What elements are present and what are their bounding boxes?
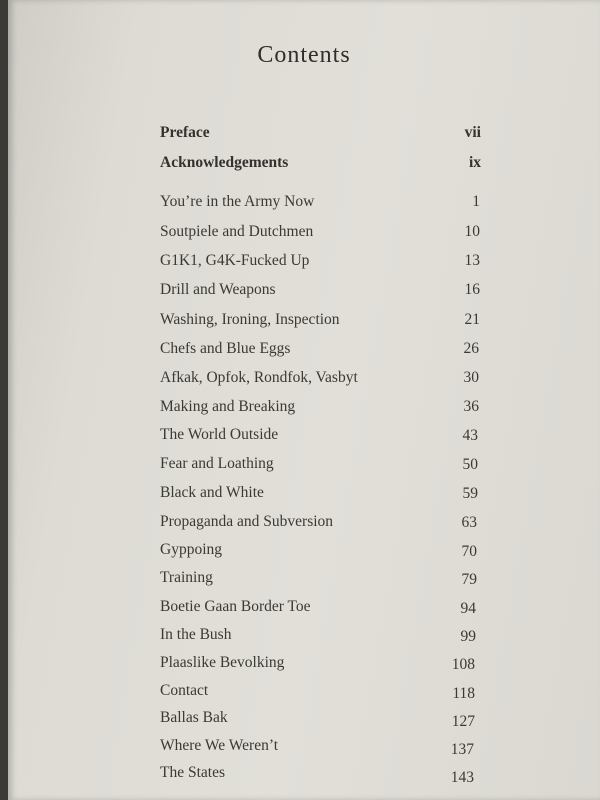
toc-entry: Plaaslike Bevolking <box>160 654 285 671</box>
toc-page-number: 59 <box>462 485 478 502</box>
toc-entry: The World Outside <box>160 426 279 443</box>
toc-entry: Black and White <box>160 484 264 501</box>
toc-page-preface: vii <box>464 124 481 141</box>
toc-page-number: 118 <box>452 685 475 702</box>
page-title: Contents <box>257 42 351 68</box>
toc-page-number: 70 <box>461 543 477 560</box>
toc-page-number: 43 <box>462 427 478 444</box>
toc-entry-preface: Preface <box>160 124 210 141</box>
toc-page-number: 79 <box>461 571 477 588</box>
toc-entry: Making and Breaking <box>160 398 296 415</box>
toc-page-number: 108 <box>451 656 475 673</box>
toc-page-number: 16 <box>464 281 480 298</box>
toc-page-number: 36 <box>463 398 479 415</box>
toc-entry: Chefs and Blue Eggs <box>160 340 291 357</box>
toc-entry: Soutpiele and Dutchmen <box>160 223 314 240</box>
toc-entry: Fear and Loathing <box>160 455 274 472</box>
toc-entry: Propaganda and Subversion <box>160 513 334 530</box>
book-page <box>8 0 600 800</box>
toc-page-number: 1 <box>472 193 480 210</box>
toc-page-number: 127 <box>451 713 475 730</box>
toc-entry: You’re in the Army Now <box>160 193 315 210</box>
toc-page-number: 94 <box>460 600 476 617</box>
toc-page-number: 13 <box>464 252 480 269</box>
toc-entry: G1K1, G4K-Fucked Up <box>160 252 310 269</box>
toc-entry: Contact <box>160 682 209 699</box>
toc-entry: Gyppoing <box>160 541 222 558</box>
toc-entry: Washing, Ironing, Inspection <box>160 311 340 328</box>
toc-entry: The States <box>160 764 225 781</box>
toc-page-number: 10 <box>464 223 480 240</box>
toc-page-number: 21 <box>464 311 480 328</box>
toc-entry: Drill and Weapons <box>160 281 276 298</box>
toc-page-number: 26 <box>463 340 479 357</box>
toc-page-number: 50 <box>462 456 478 473</box>
toc-entry: Boetie Gaan Border Toe <box>160 598 311 615</box>
toc-entry: Afkak, Opfok, Rondfok, Vasbyt <box>160 369 358 386</box>
toc-entry: Where We Weren’t <box>160 737 279 754</box>
toc-page-number: 63 <box>461 514 477 531</box>
toc-page-number: 99 <box>460 628 476 645</box>
toc-entry-acknowledgements: Acknowledgements <box>160 154 289 171</box>
toc-page-number: 137 <box>450 741 474 758</box>
toc-entry: In the Bush <box>160 626 232 643</box>
toc-entry: Ballas Bak <box>160 709 228 726</box>
toc-page-number: 30 <box>463 369 479 386</box>
toc-page-acknowledgements: ix <box>468 154 481 171</box>
toc-entry: Training <box>160 569 213 586</box>
toc-page-number: 143 <box>450 769 474 786</box>
